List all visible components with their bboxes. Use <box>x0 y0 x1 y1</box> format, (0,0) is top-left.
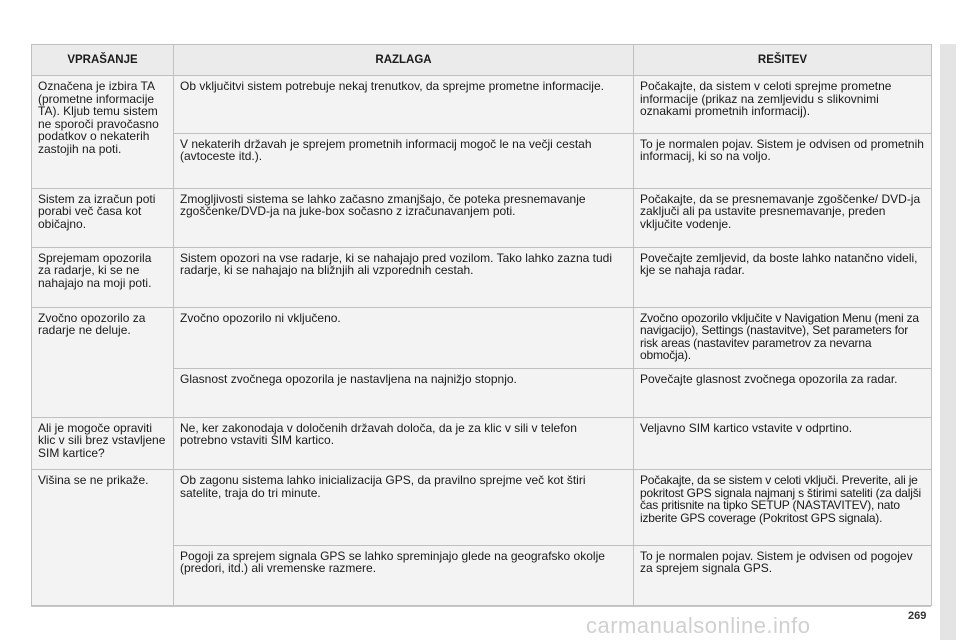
explanation-cell: Sistem opozori na vse radarje, ki se nahajajo pred vozilom. Tako lahko zazna tudi radarje, ki se nahajajo na bližnjih ali vzporednih cestah. <box>174 247 634 307</box>
explanation-cell: Zmogljivosti sistema se lahko začasno zmanjšajo, če poteka presnemavanje zgoščenke/DVD-ja na juke-box sočasno z izračunavanjem poti. <box>174 188 634 247</box>
solution-cell: Veljavno SIM kartico vstavite v odprtino. <box>634 417 932 470</box>
explanation-cell: Glasnost zvočnega opozorila je nastavljena na najnižjo stopnjo. <box>174 368 634 417</box>
header-explanation: RAZLAGA <box>174 45 634 76</box>
question-cell: Zvočno opozorilo za radarje ne deluje. <box>32 307 174 417</box>
solution-cell: To je normalen pojav. Sistem je odvisen od pogojev za sprejem signala GPS. <box>634 545 932 605</box>
question-cell: Sistem za izračun poti porabi več časa kot običajno. <box>32 188 174 247</box>
table-header-row <box>32 45 932 76</box>
table-row <box>32 470 932 546</box>
explanation-cell: Pogoji za sprejem signala GPS se lahko spreminjajo glede na geografsko okolje (predori, itd.) ali vremenske razmere. <box>174 545 634 605</box>
troubleshooting-table <box>31 44 932 606</box>
table-row <box>32 247 932 307</box>
table-row <box>32 307 932 368</box>
explanation-cell: Zvočno opozorilo ni vključeno. <box>174 307 634 368</box>
solution-cell: Počakajte, da se presnemavanje zgoščenke/ DVD-ja zaključi ali pa ustavite presnemavanje, preden vključite vodenje. <box>634 188 932 247</box>
solution-cell: Počakajte, da sistem v celoti sprejme prometne informacije (prikaz na zemljevidu s slikovnimi oznakami prometnih informacij). <box>634 76 932 134</box>
header-solution: REŠITEV <box>634 45 932 76</box>
solution-cell: Zvočno opozorilo vključite v Navigation Menu (meni za navigacijo), Settings (nastavitve), Set parameters for risk areas (nastavitev parametrov za nevarna območja). <box>634 307 932 368</box>
explanation-cell: V nekaterih državah je sprejem prometnih informacij mogoč le na večji cestah (avtoceste itd.). <box>174 133 634 188</box>
header-question: VPRAŠANJE <box>32 45 174 76</box>
question-cell: Sprejemam opozorila za radarje, ki se ne nahajajo na moji poti. <box>32 247 174 307</box>
watermark: carmanualsonline.info <box>586 613 811 638</box>
solution-cell: Počakajte, da se sistem v celoti vključi. Preverite, ali je pokritost GPS signala najmanj s štirimi sateliti (za daljši čas pritisnite na tipko SETUP (NASTAVITEV), nato izberite GPS coverage (Pokritost GPS signala). <box>634 470 932 546</box>
explanation-cell: Ne, ker zakonodaja v določenih državah določa, da je za klic v sili v telefon potrebno vstaviti SIM kartico. <box>174 417 634 470</box>
solution-cell: Povečajte zemljevid, da boste lahko natančno videli, kje se nahaja radar. <box>634 247 932 307</box>
table-row <box>32 417 932 470</box>
explanation-cell: Ob zagonu sistema lahko inicializacija GPS, da pravilno sprejme več kot štiri satelite, traja do tri minute. <box>174 470 634 546</box>
page-number: 269 <box>908 610 927 622</box>
table-row <box>32 76 932 134</box>
question-cell: Označena je izbira TA (prometne informacije TA). Kljub temu sistem ne sporoči pravočasno podatkov o nekaterih zastojih na poti. <box>32 76 174 189</box>
solution-cell: To je normalen pojav. Sistem je odvisen od prometnih informacij, ki so na voljo. <box>634 133 932 188</box>
question-cell: Višina se ne prikaže. <box>32 470 174 606</box>
table-row <box>32 188 932 247</box>
solution-cell: Povečajte glasnost zvočnega opozorila za radar. <box>634 368 932 417</box>
explanation-cell: Ob vključitvi sistem potrebuje nekaj trenutkov, da sprejme prometne informacije. <box>174 76 634 134</box>
side-scroll-strip <box>940 44 956 640</box>
question-cell: Ali je mogoče opraviti klic v sili brez vstavljene SIM kartice? <box>32 417 174 470</box>
